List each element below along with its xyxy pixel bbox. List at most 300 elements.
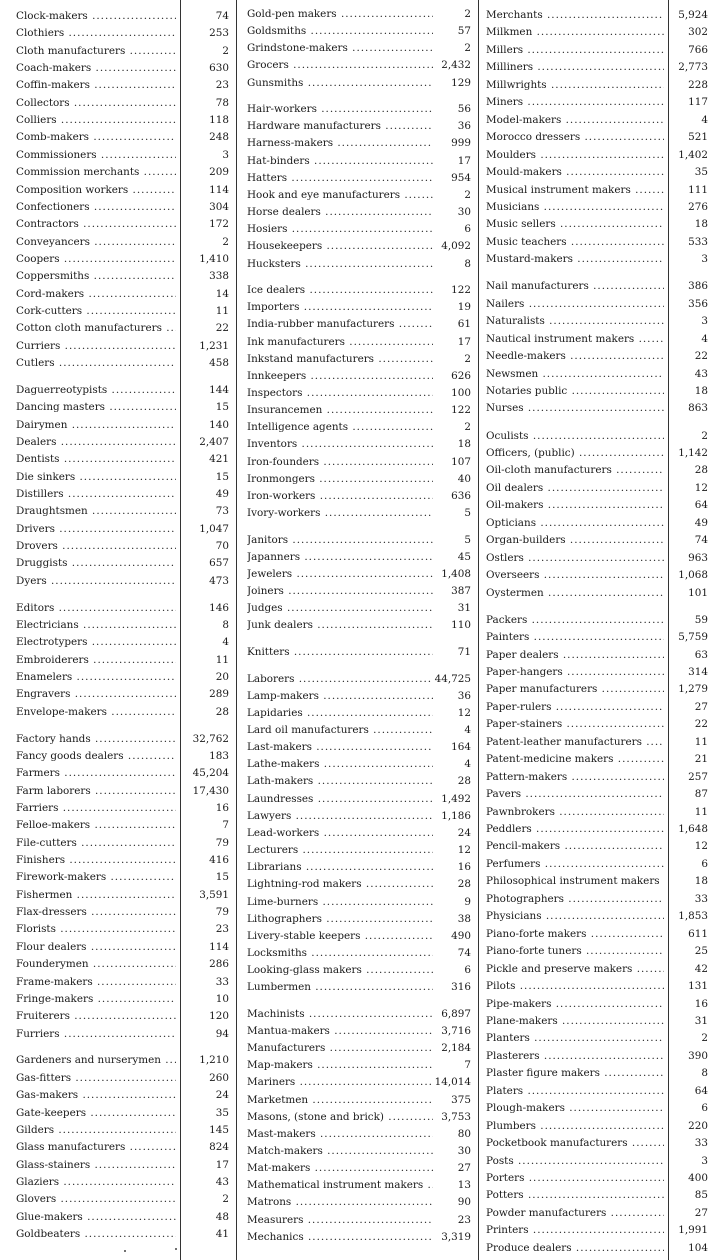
occupation-count: 19 <box>456 299 471 317</box>
occupation-name: Porters ..... <box>486 1170 664 1188</box>
occupation-name: Overseers ..... <box>486 567 664 585</box>
table-row <box>247 488 471 506</box>
occupation-name: Lath-makers ..... <box>247 773 433 791</box>
table-row <box>486 1240 708 1258</box>
occupation-name: Printers ..... <box>486 1222 664 1240</box>
table-row <box>16 112 229 130</box>
occupation-name: Organ-builders ..... <box>486 532 664 550</box>
table-row <box>486 1187 708 1205</box>
occupation-name: Lard oil manufacturers ..... <box>247 722 433 740</box>
table-row <box>16 469 229 487</box>
occupation-count: 6 <box>699 1100 708 1118</box>
occupation-count: 416 <box>207 852 229 870</box>
table-row <box>486 821 708 839</box>
table-row <box>247 454 471 472</box>
occupation-name: Insurancemen ..... <box>247 402 433 420</box>
occupation-count: 49 <box>693 515 708 533</box>
occupation-name: Hucksters ..... <box>247 256 433 274</box>
column-divider <box>668 0 669 1260</box>
occupation-count: 611 <box>686 926 708 944</box>
table-row <box>16 991 229 1009</box>
occupation-name: Match-makers ..... <box>247 1143 433 1161</box>
table-row <box>486 1083 708 1101</box>
table-row <box>16 251 229 269</box>
occupation-count: 636 <box>449 488 471 506</box>
occupation-name: Oil dealers ..... <box>486 480 664 498</box>
occupation-name: Plumbers ..... <box>486 1118 664 1136</box>
occupation-name: Matrons ..... <box>247 1194 433 1212</box>
occupation-name: Pocketbook manufacturers ..... <box>486 1135 664 1153</box>
table-row <box>16 1070 229 1088</box>
occupation-name: Music teachers ..... <box>486 234 664 252</box>
occupation-name: Florists ..... <box>16 921 176 939</box>
table-row <box>247 153 471 171</box>
occupation-name: Coopers ..... <box>16 251 176 269</box>
occupation-name: Paper-hangers ..... <box>486 664 664 682</box>
occupation-name: Cutlers ..... <box>16 355 176 373</box>
occupation-name: Powder manufacturers ..... <box>486 1205 664 1223</box>
occupation-count: 314 <box>686 664 708 682</box>
occupation-count: 41 <box>214 1226 229 1244</box>
occupation-name: Moulders ..... <box>486 147 664 165</box>
occupation-name: Grindstone-makers ..... <box>247 40 433 58</box>
occupation-name: Distillers ..... <box>16 486 176 504</box>
occupation-name: Nail manufacturers ..... <box>486 278 664 296</box>
table-row <box>247 170 471 188</box>
occupation-count: 111 <box>686 182 708 200</box>
occupation-name: Opticians ..... <box>486 515 664 533</box>
table-row <box>247 40 471 58</box>
table-row <box>16 669 229 687</box>
occupation-count: 8 <box>699 1065 708 1083</box>
table-row <box>247 368 471 386</box>
occupation-count: 7 <box>220 817 229 835</box>
table-row <box>16 1226 229 1244</box>
occupation-count: 257 <box>686 769 708 787</box>
occupation-name: Nurses ..... <box>486 400 664 418</box>
occupation-name: India-rubber manufacturers ..... <box>247 316 433 334</box>
occupation-name: Potters ..... <box>486 1187 664 1205</box>
occupation-name: Drivers ..... <box>16 521 176 539</box>
table-row <box>486 1205 708 1223</box>
table-row <box>486 629 708 647</box>
print-speck <box>175 1248 177 1250</box>
occupation-name: Machinists ..... <box>247 1006 433 1024</box>
occupation-count: 9 <box>462 894 471 912</box>
occupation-name: Perfumers ..... <box>486 856 664 874</box>
occupation-count: 33 <box>693 891 708 909</box>
occupation-name: Marketmen ..... <box>247 1092 433 1110</box>
table-row <box>486 961 708 979</box>
occupation-name: Glass-stainers ..... <box>16 1157 176 1175</box>
table-row <box>247 671 471 689</box>
table-row <box>16 1191 229 1209</box>
occupation-name: Musical instrument makers ..... <box>486 182 664 200</box>
occupation-count: 140 <box>207 417 229 435</box>
table-row <box>247 842 471 860</box>
occupation-count: 74 <box>456 945 471 963</box>
occupation-count: 15 <box>214 399 229 417</box>
occupation-count: 390 <box>686 1048 708 1066</box>
occupation-count: 824 <box>207 1139 229 1157</box>
occupation-name: Intelligence agents ..... <box>247 419 433 437</box>
table-row <box>16 1026 229 1044</box>
table-row <box>247 1194 471 1212</box>
table-row <box>247 256 471 274</box>
occupation-count: 458 <box>207 355 229 373</box>
occupation-name: Grocers ..... <box>247 57 433 75</box>
occupation-count: 5 <box>462 532 471 550</box>
occupation-name: Engravers ..... <box>16 686 176 704</box>
occupation-count: 17 <box>214 1157 229 1175</box>
occupation-count: 1,068 <box>676 567 708 585</box>
table-row <box>486 24 708 42</box>
occupation-count: 78 <box>214 95 229 113</box>
occupation-count: 473 <box>207 573 229 591</box>
occupation-count: 3,716 <box>439 1023 471 1041</box>
table-row <box>486 216 708 234</box>
occupation-count: 3 <box>699 251 708 269</box>
occupation-count: 6 <box>699 856 708 874</box>
occupation-name: Fringe-makers ..... <box>16 991 176 1009</box>
occupation-count: 20 <box>214 669 229 687</box>
occupation-count: 16 <box>456 859 471 877</box>
occupation-name: Livery-stable keepers ..... <box>247 928 433 946</box>
occupation-count: 338 <box>207 268 229 286</box>
table-row <box>247 1109 471 1127</box>
occupation-name: Conveyancers ..... <box>16 234 176 252</box>
occupation-name: Morocco dressers ..... <box>486 129 664 147</box>
occupation-name: Plane-makers ..... <box>486 1013 664 1031</box>
occupation-count: 28 <box>214 704 229 722</box>
occupation-name: Horse dealers ..... <box>247 204 433 222</box>
occupation-count: 22 <box>693 348 708 366</box>
table-row <box>486 182 708 200</box>
occupation-count: 164 <box>449 739 471 757</box>
occupation-count: 31 <box>693 1013 708 1031</box>
occupation-count: 421 <box>207 451 229 469</box>
occupation-count: 16 <box>214 800 229 818</box>
table-row <box>247 705 471 723</box>
table-row <box>486 1153 708 1171</box>
table-row <box>16 8 229 26</box>
occupation-name: Ice dealers ..... <box>247 282 433 300</box>
occupation-name: Flour dealers ..... <box>16 939 176 957</box>
table-row <box>16 320 229 338</box>
occupation-count: 17 <box>456 153 471 171</box>
table-row <box>486 550 708 568</box>
occupation-count: 122 <box>449 402 471 420</box>
table-row <box>486 664 708 682</box>
table-row <box>486 751 708 769</box>
table-row <box>486 515 708 533</box>
occupation-count: 43 <box>693 366 708 384</box>
table-row <box>247 385 471 403</box>
table-row <box>486 147 708 165</box>
table-row <box>486 42 708 60</box>
occupation-count: 11 <box>693 734 708 752</box>
occupation-name: Miners ..... <box>486 94 664 112</box>
occupation-count: 2,773 <box>676 59 708 77</box>
occupation-name: Laborers ..... <box>247 671 433 689</box>
occupation-count: 79 <box>214 835 229 853</box>
occupation-name: Clock-makers ..... <box>16 8 176 26</box>
occupation-name: Paper dealers ..... <box>486 647 664 665</box>
occupation-name: Lightning-rod makers ..... <box>247 876 433 894</box>
occupation-count: 386 <box>686 278 708 296</box>
occupation-count: 12 <box>693 838 708 856</box>
occupation-count: 521 <box>686 129 708 147</box>
occupation-name: Mould-makers ..... <box>486 164 664 182</box>
table-row <box>247 911 471 929</box>
occupation-count: 3 <box>220 147 229 165</box>
occupation-count: 74 <box>214 8 229 26</box>
table-row <box>16 486 229 504</box>
occupation-name: Harness-makers ..... <box>247 135 433 153</box>
table-row <box>16 538 229 556</box>
occupation-name: Naturalists ..... <box>486 313 664 331</box>
occupation-name: Hook and eye manufacturers ..... <box>247 187 433 205</box>
occupation-name: Electricians ..... <box>16 617 176 635</box>
occupation-name: Druggists ..... <box>16 555 176 573</box>
occupation-count: 28 <box>693 462 708 480</box>
occupation-name: Mast-makers ..... <box>247 1126 433 1144</box>
table-row <box>486 1013 708 1031</box>
occupation-count: 122 <box>449 282 471 300</box>
occupation-name: Merchants ..... <box>486 7 664 25</box>
occupation-count: 107 <box>449 454 471 472</box>
table-row <box>16 800 229 818</box>
occupation-name: Colliers ..... <box>16 112 176 130</box>
table-row <box>247 808 471 826</box>
table-row <box>486 462 708 480</box>
occupation-count: 23 <box>214 77 229 95</box>
table-row <box>16 268 229 286</box>
occupation-count: 74 <box>693 532 708 550</box>
occupation-count: 766 <box>686 42 708 60</box>
occupation-count: 56 <box>456 101 471 119</box>
occupation-name: Pawnbrokers ..... <box>486 804 664 822</box>
occupation-count: 3 <box>699 313 708 331</box>
occupation-name: Pattern-makers ..... <box>486 769 664 787</box>
occupation-name: Comb-makers ..... <box>16 129 176 147</box>
occupation-count: 1,492 <box>439 791 471 809</box>
occupation-name: Paper-rulers ..... <box>486 699 664 717</box>
table-row <box>247 859 471 877</box>
occupation-name: Felloe-makers ..... <box>16 817 176 835</box>
table-row <box>486 786 708 804</box>
occupation-count: 6 <box>462 221 471 239</box>
occupation-count: 626 <box>449 368 471 386</box>
occupation-name: Glue-makers ..... <box>16 1209 176 1227</box>
table-row <box>247 791 471 809</box>
table-row <box>16 338 229 356</box>
occupation-count: 17 <box>456 334 471 352</box>
table-row <box>486 996 708 1014</box>
table-row <box>486 234 708 252</box>
occupation-count: 15 <box>214 869 229 887</box>
table-row <box>486 856 708 874</box>
occupation-name: Oil-cloth manufacturers ..... <box>486 462 664 480</box>
occupation-count: 4 <box>462 722 471 740</box>
occupation-count: 183 <box>207 748 229 766</box>
occupation-name: Dealers ..... <box>16 434 176 452</box>
occupation-name: Lead-workers ..... <box>247 825 433 843</box>
occupation-name: Philosophical instrument makers ..... <box>486 873 664 891</box>
occupation-name: Cork-cutters ..... <box>16 303 176 321</box>
occupation-name: Cloth manufacturers ..... <box>16 43 176 61</box>
occupation-name: Mustard-makers ..... <box>486 251 664 269</box>
occupation-count: 253 <box>207 25 229 43</box>
table-row <box>247 1057 471 1075</box>
table-row <box>247 334 471 352</box>
occupation-count: 6 <box>462 962 471 980</box>
table-row <box>247 722 471 740</box>
occupation-name: Laundresses ..... <box>247 791 433 809</box>
occupation-name: Dairymen ..... <box>16 417 176 435</box>
table-row <box>486 296 708 314</box>
occupation-name: Last-makers ..... <box>247 739 433 757</box>
occupation-count: 144 <box>207 382 229 400</box>
occupation-name: Ostlers ..... <box>486 550 664 568</box>
occupation-count: 25 <box>693 943 708 961</box>
occupation-count: 8 <box>462 256 471 274</box>
occupation-name: Officers, (public) ..... <box>486 445 664 463</box>
occupation-name: Founderymen ..... <box>16 956 176 974</box>
occupation-name: Musicians ..... <box>486 199 664 217</box>
occupation-count: 490 <box>449 928 471 946</box>
occupation-count: 59 <box>693 612 708 630</box>
occupation-name: Jewelers ..... <box>247 566 433 584</box>
table-row <box>486 647 708 665</box>
occupation-count: 31 <box>456 600 471 618</box>
table-row <box>247 688 471 706</box>
table-row <box>16 1008 229 1026</box>
occupation-name: Lumbermen ..... <box>247 979 433 997</box>
occupation-count: 1,408 <box>439 566 471 584</box>
table-row <box>16 43 229 61</box>
table-row <box>16 731 229 749</box>
table-row <box>16 303 229 321</box>
occupation-count: 48 <box>214 1209 229 1227</box>
table-row <box>247 316 471 334</box>
table-row <box>486 1100 708 1118</box>
table-row <box>16 1105 229 1123</box>
occupation-count: 2,184 <box>439 1040 471 1058</box>
table-row <box>486 838 708 856</box>
table-row <box>16 1139 229 1157</box>
table-row <box>247 1229 471 1247</box>
occupation-name: Contractors ..... <box>16 216 176 234</box>
table-row <box>247 299 471 317</box>
occupation-count: 172 <box>207 216 229 234</box>
occupation-name: Farmers ..... <box>16 765 176 783</box>
table-row <box>247 825 471 843</box>
table-row <box>247 1040 471 1058</box>
table-row <box>16 1122 229 1140</box>
table-row <box>16 1157 229 1175</box>
occupation-count: 23 <box>214 921 229 939</box>
occupation-name: Fancy goods dealers ..... <box>16 748 176 766</box>
occupation-count: 36 <box>456 118 471 136</box>
occupation-count: 21 <box>693 751 708 769</box>
table-row <box>486 908 708 926</box>
occupation-name: File-cutters ..... <box>16 835 176 853</box>
occupation-count: 27 <box>456 1160 471 1178</box>
occupation-count: 6,897 <box>439 1006 471 1024</box>
occupation-name: Editors ..... <box>16 600 176 618</box>
table-row <box>247 1160 471 1178</box>
occupation-name: Plaster figure makers ..... <box>486 1065 664 1083</box>
occupation-name: Newsmen ..... <box>486 366 664 384</box>
table-row <box>247 1212 471 1230</box>
occupation-name: Packers ..... <box>486 612 664 630</box>
table-row <box>16 956 229 974</box>
table-row <box>486 873 708 891</box>
occupation-name: Goldsmiths ..... <box>247 23 433 41</box>
table-row <box>247 419 471 437</box>
table-row <box>486 348 708 366</box>
occupation-name: Goldbeaters ..... <box>16 1226 176 1244</box>
table-row <box>16 1209 229 1227</box>
occupation-name: Daguerreotypists ..... <box>16 382 176 400</box>
occupation-count: 94 <box>214 1026 229 1044</box>
occupation-name: Japanners ..... <box>247 549 433 567</box>
occupation-count: 1,142 <box>676 445 708 463</box>
table-row <box>247 1023 471 1041</box>
occupation-name: Cotton cloth manufacturers ..... <box>16 320 176 338</box>
occupation-name: Hair-workers ..... <box>247 101 433 119</box>
table-row <box>247 549 471 567</box>
occupation-count: 129 <box>449 75 471 93</box>
occupation-name: Envelope-makers ..... <box>16 704 176 722</box>
occupation-name: Judges ..... <box>247 600 433 618</box>
occupation-name: Gold-pen makers ..... <box>247 6 433 24</box>
occupation-count: 114 <box>207 182 229 200</box>
occupation-count: 2 <box>462 351 471 369</box>
table-row <box>247 644 471 662</box>
table-row <box>16 164 229 182</box>
occupation-count: 23 <box>456 1212 471 1230</box>
table-row <box>486 681 708 699</box>
table-row <box>247 238 471 256</box>
occupation-name: Commissioners ..... <box>16 147 176 165</box>
table-row <box>486 943 708 961</box>
table-row <box>486 7 708 25</box>
occupation-count: 22 <box>693 716 708 734</box>
occupation-name: Importers ..... <box>247 299 433 317</box>
occupation-count: 10 <box>214 991 229 1009</box>
table-row <box>247 471 471 489</box>
occupation-count: 11 <box>214 303 229 321</box>
occupation-name: Paper manufacturers ..... <box>486 681 664 699</box>
table-row <box>486 1030 708 1048</box>
occupation-count: 14,014 <box>433 1074 471 1092</box>
table-row <box>16 182 229 200</box>
occupation-name: Manufacturers ..... <box>247 1040 433 1058</box>
occupation-name: Piano-forte makers ..... <box>486 926 664 944</box>
occupation-name: Dentists ..... <box>16 451 176 469</box>
occupation-name: Inventors ..... <box>247 436 433 454</box>
table-row <box>247 617 471 635</box>
table-row <box>16 1052 229 1070</box>
occupation-name: Draughtsmen ..... <box>16 503 176 521</box>
table-row <box>486 331 708 349</box>
occupation-count: 32,762 <box>191 731 229 749</box>
occupation-count: 1,402 <box>676 147 708 165</box>
table-row <box>16 355 229 373</box>
table-row <box>247 118 471 136</box>
